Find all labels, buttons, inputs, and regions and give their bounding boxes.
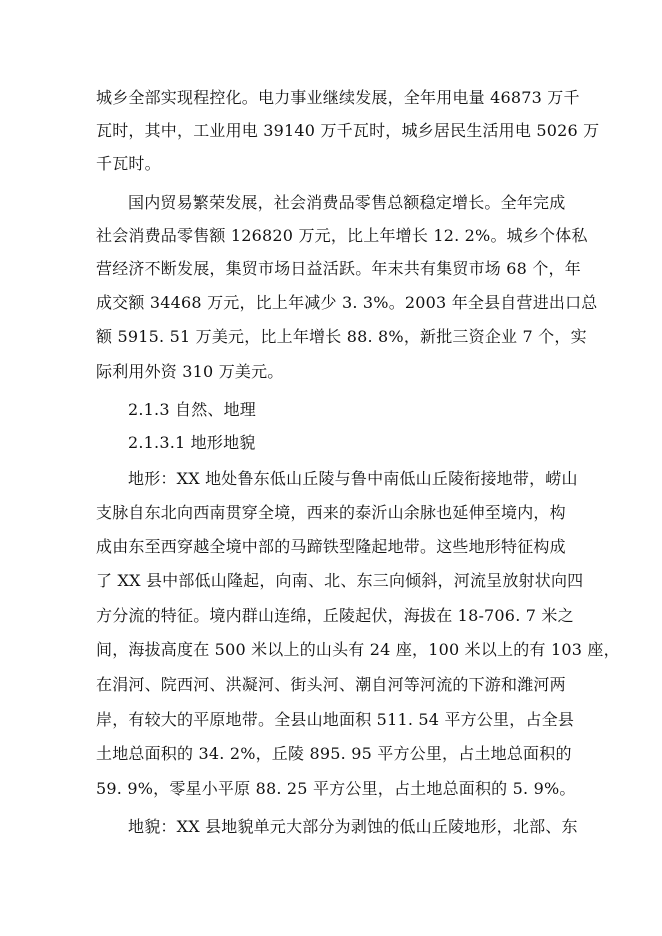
- text-line: 59. 9%，零星小平原 88. 25 平方公里，占土地总面积的 5. 9%。: [96, 779, 576, 798]
- text-line: 成由东至西穿越全境中部的马蹄铁型隆起地带。这些地形特征构成: [96, 537, 566, 556]
- text-line: 国内贸易繁荣发展，社会消费品零售总额稳定增长。全年完成: [128, 193, 566, 212]
- section-heading: 2.1.3 自然、地理: [128, 400, 256, 419]
- text-line: 岸，有较大的平原地带。全县山地面积 511. 54 平方公里，占全县: [96, 710, 575, 729]
- text-line: 土地总面积的 34. 2%，丘陵 895. 95 平方公里，占土地总面积的: [96, 744, 572, 763]
- text-line: 在涓河、院西河、洪凝河、街头河、潮自河等河流的下游和潍河两: [96, 675, 566, 694]
- text-line: 方分流的特征。境内群山连绵，丘陵起伏，海拔在 18-706. 7 米之: [96, 606, 574, 625]
- text-line: 瓦时，其中，工业用电 39140 万千瓦时，城乡居民生活用电 5026 万: [96, 121, 600, 140]
- text-line: 额 5915. 51 万美元，比上年增长 88. 8%，新批三资企业 7 个，实: [96, 327, 587, 346]
- text-line: 营经济不断发展，集贸市场日益活跃。年末共有集贸市场 68 个，年: [96, 259, 581, 278]
- subsection-heading: 2.1.3.1 地形地貌: [128, 433, 256, 452]
- text-line: 城乡全部实现程控化。电力事业继续发展，全年用电量 46873 万千: [96, 88, 580, 107]
- text-line: 际利用外资 310 万美元。: [96, 362, 284, 381]
- text-line: 地形：XX 地处鲁东低山丘陵与鲁中南低山丘陵衔接地带，崂山: [128, 469, 578, 488]
- text-line: 了 XX 县中部低山隆起，向南、北、东三向倾斜，河流呈放射状向四: [96, 571, 584, 590]
- text-line: 千瓦时。: [96, 154, 161, 173]
- text-line: 社会消费品零售额 126820 万元，比上年增长 12. 2%。城乡个体私: [96, 226, 588, 245]
- text-line: 间，海拔高度在 500 米以上的山头有 24 座，100 米以上的有 103 座，: [96, 640, 620, 659]
- text-line: 支脉自东北向西南贯穿全境，西来的泰沂山余脉也延伸至境内，构: [96, 503, 566, 522]
- text-line: 地貌：XX 县地貌单元大部分为剥蚀的低山丘陵地形，北部、东: [128, 817, 578, 836]
- text-line: 成交额 34468 万元，比上年减少 3. 3%。2003 年全县自营进出口总: [96, 293, 598, 312]
